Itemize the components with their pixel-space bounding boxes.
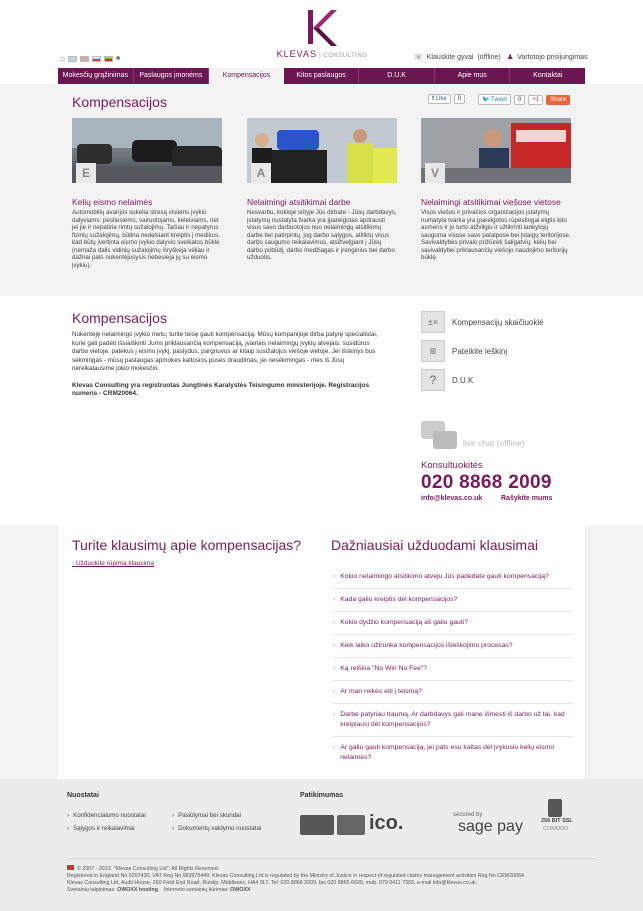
page-title: Kompensacijos [72,94,167,110]
ask-question-link[interactable]: › Užduokite rūpimą klausimą [72,560,155,567]
chat-icon: ☏ [414,54,423,61]
live-chat-widget[interactable] [421,421,591,453]
login-label: Vartotojo prisijungimas [517,53,588,61]
nav-item-tax-refund[interactable]: Mokesčių grąžinimas [58,68,134,84]
brand-sub: CONSULTING [323,53,368,59]
footer-terms-heading: Nuostatai [67,792,99,799]
webdev-link[interactable]: OWOXX [230,887,251,893]
faq-item[interactable]: › Darbe patyriau traumą. Ar darbdavys gali mane išmesti iš darbo už tai, kad kreipiausi dėl kompensacijos? [333,704,573,737]
card-title[interactable]: Nelaimingi atsitikimai viešose vietose [421,197,561,207]
social-bar [428,94,465,104]
card-text: Nesvarbu, kokioje srityje Jūs dirbate - Jūsų darbdavys, įstatymų nustatyta tvarka yra įpareigotas apdrausti visus savo darbuotojus nuo nelaimingų atsitikimų darbe bei patirpintų, jog darbo sąlygos, atitiktų visus darbo saugumo reikalavimus, atsižvelgiant į Jūsų darbo pobūdį, darbo medžiagas ir įrenginius bei darbo užduotis. [247,209,397,261]
user-icon: ♟ [507,54,514,61]
footer-link[interactable]: › Dokumentų valdymo nuostatai [172,825,262,832]
card-title[interactable]: Kelių eismo nelaimės [72,197,153,207]
ssl-label: 256 BIT SSL [541,818,573,824]
legal-block [67,865,607,894]
like-count: 0 [454,94,465,104]
taxi-street-image [72,118,222,183]
secured-by-label: secured by [453,812,483,818]
hosting-label: Svetainių talpinimas: [67,887,116,893]
street-man-image [421,118,571,183]
chat-bubbles-icon [421,421,457,453]
faq-item[interactable]: › Kiek laiko užtrunka kompensacijos išieškojimo procesas? [333,635,573,658]
flag-lt-icon[interactable] [104,56,113,62]
footer-link[interactable]: › Sąlygos ir reikalavimai [67,825,135,832]
card-work-accidents[interactable] [247,118,397,262]
faq-item[interactable]: › Kokio nelaimingo atsitikimo atveju Jūs padedate gauti kompensaciją? [333,566,573,589]
footer-link[interactable]: › Konfidencialumo nuostatai [67,812,146,819]
sidebar [421,311,591,391]
tweet-button[interactable]: 🐦 Tweet [478,94,511,105]
flag-lv-icon[interactable] [80,56,89,62]
legal-text-1: Registered in England No 6207430, VAT Reg No 983975449. Klevas Consulting Ltd is regulated by the Ministry of Justice in respect of regulated claims management activities Reg No CRM20064. [67,873,526,879]
consult-label: Konsultuokitės [421,460,483,471]
police-image [247,118,397,183]
faq-title: Dažniausiai užduodami klausimai [331,537,538,553]
calculator-link[interactable] [421,311,591,333]
legal-text-2: Klevas Consulting Ltd, Audit House, 260 Field End Road, Ruislip, Middlesex, HA4 9LT. Tel: 020 8868 2009, fax 020 8866 6600, mob. 079 0411 7303, e-mail info@klevas.co.uk. [67,880,478,886]
lock-icon [548,799,562,817]
nav-item-contacts[interactable]: Kontaktai [533,72,563,79]
main-nav [58,68,585,84]
card-badge-e: E [76,163,96,183]
registration-note: Klevas Consulting yra registruotas Jungtinės Karalystės Teisingumo ministerijoje. Registracijos numeris - CRM20064. [72,381,370,397]
live-chat-link[interactable] [414,53,501,61]
sitemap-icon[interactable]: ♣ [115,55,121,62]
faq-list [333,566,573,769]
language-flags [60,54,120,63]
card-road-accidents[interactable] [72,118,222,269]
faq-item[interactable]: › Kada galiu kreiptis dėl kompensacijos? [333,589,573,612]
nav-item-compensation[interactable]: Kompensacijos [209,68,284,84]
sidebar-item-label: Kompensacijų skaičiuoklė [452,317,544,327]
question-icon: ? [421,369,445,391]
hosting-link[interactable]: OWOXX hosting [117,887,158,893]
footer-divider [67,858,597,859]
sagepay-logo: sage pay [458,818,523,835]
facebook-like-button[interactable]: f Like [428,94,451,104]
phone-number[interactable]: 020 8868 2009 [421,472,552,493]
footer-link[interactable]: › Pasiūlymai bei skundai [172,812,242,819]
copyright-text: © 2007 - 2013. "Klevas Consulting Ltd". All Rights Reserved. [77,866,220,872]
document-icon: ≡ [421,340,445,362]
write-us-link[interactable]: Rašykite mums [501,495,553,502]
live-chat-offline: (offline) [496,438,525,448]
home-icon[interactable]: ⌂ [60,54,65,63]
questions-title: Turite klausimų apie kompensacijas? [72,537,302,553]
live-chat-label: Klauskite gyvai [426,53,474,61]
login-link[interactable] [507,53,588,61]
nav-item-business[interactable]: Paslaugos įmonėms [134,68,210,84]
sidebar-item-label: D.U.K [452,375,474,385]
tweet-count: 0 [514,95,525,105]
compensation-text [72,331,384,399]
sidebar-item-label: Pateikite ieškinį [452,346,508,356]
faq-item[interactable]: › Ar man reikės eiti į teismą? [333,681,573,704]
share-button[interactable]: Share [546,95,570,105]
logo-mark[interactable] [303,8,339,48]
card-badge-a: A [251,163,271,183]
email-link[interactable]: info@klevas.co.uk [421,495,483,502]
card-text: Visos viešos ir privačios organizacijos įstatymų numatyta tvarka yra įpareigotos rūpestingai elgtis kito asmens ir jo turto atžvilgiu ir užtikrinti lankytojų sauguma visose savo patalpose bei įstaigų teritorijose. Savivaldybės privalo prižiūrėti šaligatvių, kelių bei savivaldybei priklausančių viešojo naudojimo teritorijų būklę. [421,209,571,261]
card-title[interactable]: Nelaimingi atsitikimai darbe [247,197,351,207]
calculator-icon: ±× [421,311,445,333]
nav-item-about[interactable]: Apie mus [435,68,511,84]
flag-uk-icon[interactable] [68,56,77,62]
faq-link[interactable] [421,369,591,391]
faq-item[interactable]: › Ar galiu gauti kompensaciją, jei pats esu kaltas dėl įvykusio kelių eismo nelaimės? [333,744,555,761]
live-chat-text: live chat [463,438,495,448]
section-title: Kompensacijos [72,310,167,326]
card-badge-v: V [425,163,445,183]
faq-item[interactable]: › Kokio dydžio kompensaciją aš galiu gauti? [333,612,573,635]
ico-logo: ico. [369,812,404,834]
social-bar-2 [478,94,570,105]
comodo-label: COMODO [543,826,569,832]
live-chat-status: (offline) [477,53,501,61]
nav-item-faq[interactable]: D.U.K [359,68,435,84]
flag-ru-icon[interactable] [92,56,101,62]
nav-item-other[interactable]: Kitos paslaugos [284,68,360,84]
flag-uk-small-icon [67,865,74,870]
google-plus-button[interactable]: +1 [528,95,543,105]
card-public-accidents[interactable] [421,118,571,262]
submit-claim-link[interactable] [421,340,591,362]
footer-trust-heading: Patikimumas [300,792,344,799]
faq-item[interactable]: › Ką reiškia "No Win No Fee"? [333,658,573,681]
logo-text: KLEVAS | CONSULTING [276,49,368,59]
card-text: Automobilių avarijos sukelia stresą visiems įvykio dalyviams: pėstiesiems, vairuotojams, keleiviams, net jei jie ir nepatiria rimtų sužalojimų. Tačiau ir nepatyrus fizinių sužalojimų, būtina nedelsiant kreiptis į medikus, kad būtų įvertinta eismo įvykio dalyvio sveikatos būklė (nemaža dalis vidinių sužalojimų išryškėja vėliau ir dažnai pats nukentėjusysis nebesieja jų su eismo įvykiu). [72,209,220,269]
crest-logo-icon [337,815,365,835]
brand-name: KLEVAS [276,49,318,59]
webdev-label: Interneto svetainių kūrimas: [163,887,229,893]
compensation-paragraph: Nukentėję nelaimingo įvykio metu, turite teisę gauti kompensaciją. Mūsų kompanijoje dirba patyrę specialistai, kurie gali padėti išsiaiškinti Jums priklausančią kompensaciją, įvairiais nelaimingų įvykių atvejais: susidūrus darbo vietoje, patekus į eismo įvykį, paslydus, pargriuvus ar kitaip susižalojus viešoje vietoje. Jei išskinys bus sėkmingas - mūsų paslaugas apmokės kaltosios pusės draudimas, jei nesėkmingas - mes iš Jūsų nereikalausime jokio mokesčio. [72,331,378,372]
moj-logo-icon [300,815,334,835]
